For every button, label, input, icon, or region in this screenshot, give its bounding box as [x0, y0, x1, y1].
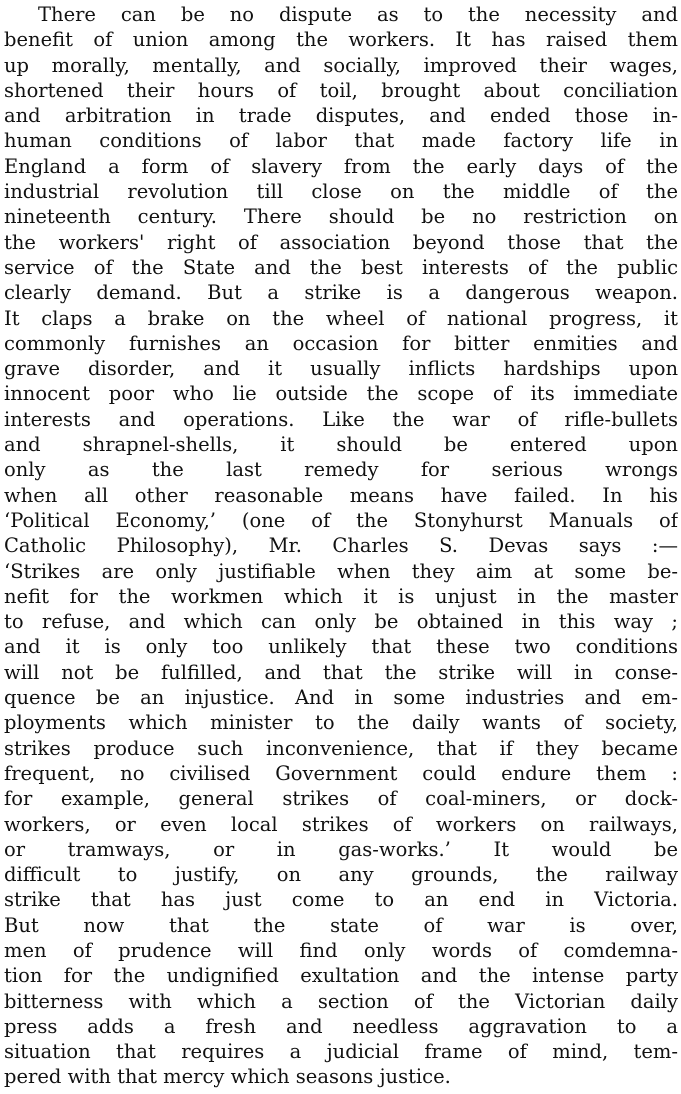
- text-line: clearly demand. But a strike is a dangerous weapon.: [4, 281, 678, 305]
- text-line: for example, general strikes of coal-miners, or dock-: [4, 787, 678, 811]
- text-line: only as the last remedy for serious wrongs: [4, 458, 678, 482]
- text-line: tion for the undignified exultation and the intense party: [4, 964, 678, 988]
- text-line: ‘Political Economy,’ (one of the Stonyhurst Manuals of: [4, 508, 678, 532]
- text-line: It claps a brake on the wheel of national progress, it: [4, 306, 678, 330]
- text-line: nineteenth century. There should be no restriction on: [4, 205, 678, 229]
- text-line: will not be fulfilled, and that the strike will in conse-: [4, 660, 678, 684]
- text-line: interests and operations. Like the war of rifle-bullets: [4, 407, 678, 431]
- text-line: commonly furnishes an occasion for bitter enmities and: [4, 331, 678, 355]
- text-line: ‘Strikes are only justifiable when they aim at some be-: [4, 559, 678, 583]
- text-line: pered with that mercy which seasons justice.: [4, 1065, 451, 1089]
- text-line: Catholic Philosophy), Mr. Charles S. Devas says :—: [4, 534, 678, 558]
- text-line: human conditions of labor that made factory life in: [4, 129, 678, 153]
- text-line: But now that the state of war is over,: [4, 913, 678, 937]
- text-line: strike that has just come to an end in Victoria.: [4, 888, 678, 912]
- text-line: shortened their hours of toil, brought about conciliation: [4, 78, 678, 102]
- text-line: quence be an injustice. And in some industries and em-: [4, 686, 678, 710]
- text-line: the workers' right of association beyond those that the: [4, 230, 678, 254]
- text-line: when all other reasonable means have failed. In his: [4, 483, 678, 507]
- text-line: or tramways, or in gas-works.’ It would be: [4, 837, 678, 861]
- text-line: benefit of union among the workers. It has raised them: [4, 28, 678, 52]
- text-line: nefit for the workmen which it is unjust in the master: [4, 584, 678, 608]
- text-line: innocent poor who lie outside the scope of its immediate: [4, 382, 678, 406]
- text-line: There can be no dispute as to the necessity and: [38, 3, 678, 26]
- text-line: service of the State and the best interests of the public: [4, 255, 678, 279]
- text-line: and shrapnel-shells, it should be entered upon: [4, 433, 678, 457]
- text-line: workers, or even local strikes of workers on railways,: [4, 812, 678, 836]
- article-paragraph: [4, 2, 678, 1090]
- text-line: men of prudence will find only words of comdemna-: [4, 938, 678, 962]
- text-line: and arbitration in trade disputes, and ended those in-: [4, 104, 678, 128]
- text-line: and it is only too unlikely that these two conditions: [4, 635, 678, 659]
- text-line: to refuse, and which can only be obtained in this way ;: [4, 610, 678, 634]
- text-line: difficult to justify, on any grounds, the railway: [4, 863, 678, 887]
- text-line: England a form of slavery from the early days of the: [4, 154, 678, 178]
- text-line: situation that requires a judicial frame of mind, tem-: [4, 1040, 678, 1064]
- text-line: press adds a fresh and needless aggravation to a: [4, 1014, 678, 1038]
- text-line: grave disorder, and it usually inflicts hardships upon: [4, 357, 678, 381]
- text-line: industrial revolution till close on the middle of the: [4, 180, 678, 204]
- text-line: bitterness with which a section of the Victorian daily: [4, 989, 678, 1013]
- text-line: ployments which minister to the daily wants of society,: [4, 711, 678, 735]
- text-line: up morally, mentally, and socially, improved their wages,: [4, 53, 678, 77]
- text-line: frequent, no civilised Government could endure them :: [4, 761, 678, 785]
- text-line: strikes produce such inconvenience, that if they became: [4, 736, 678, 760]
